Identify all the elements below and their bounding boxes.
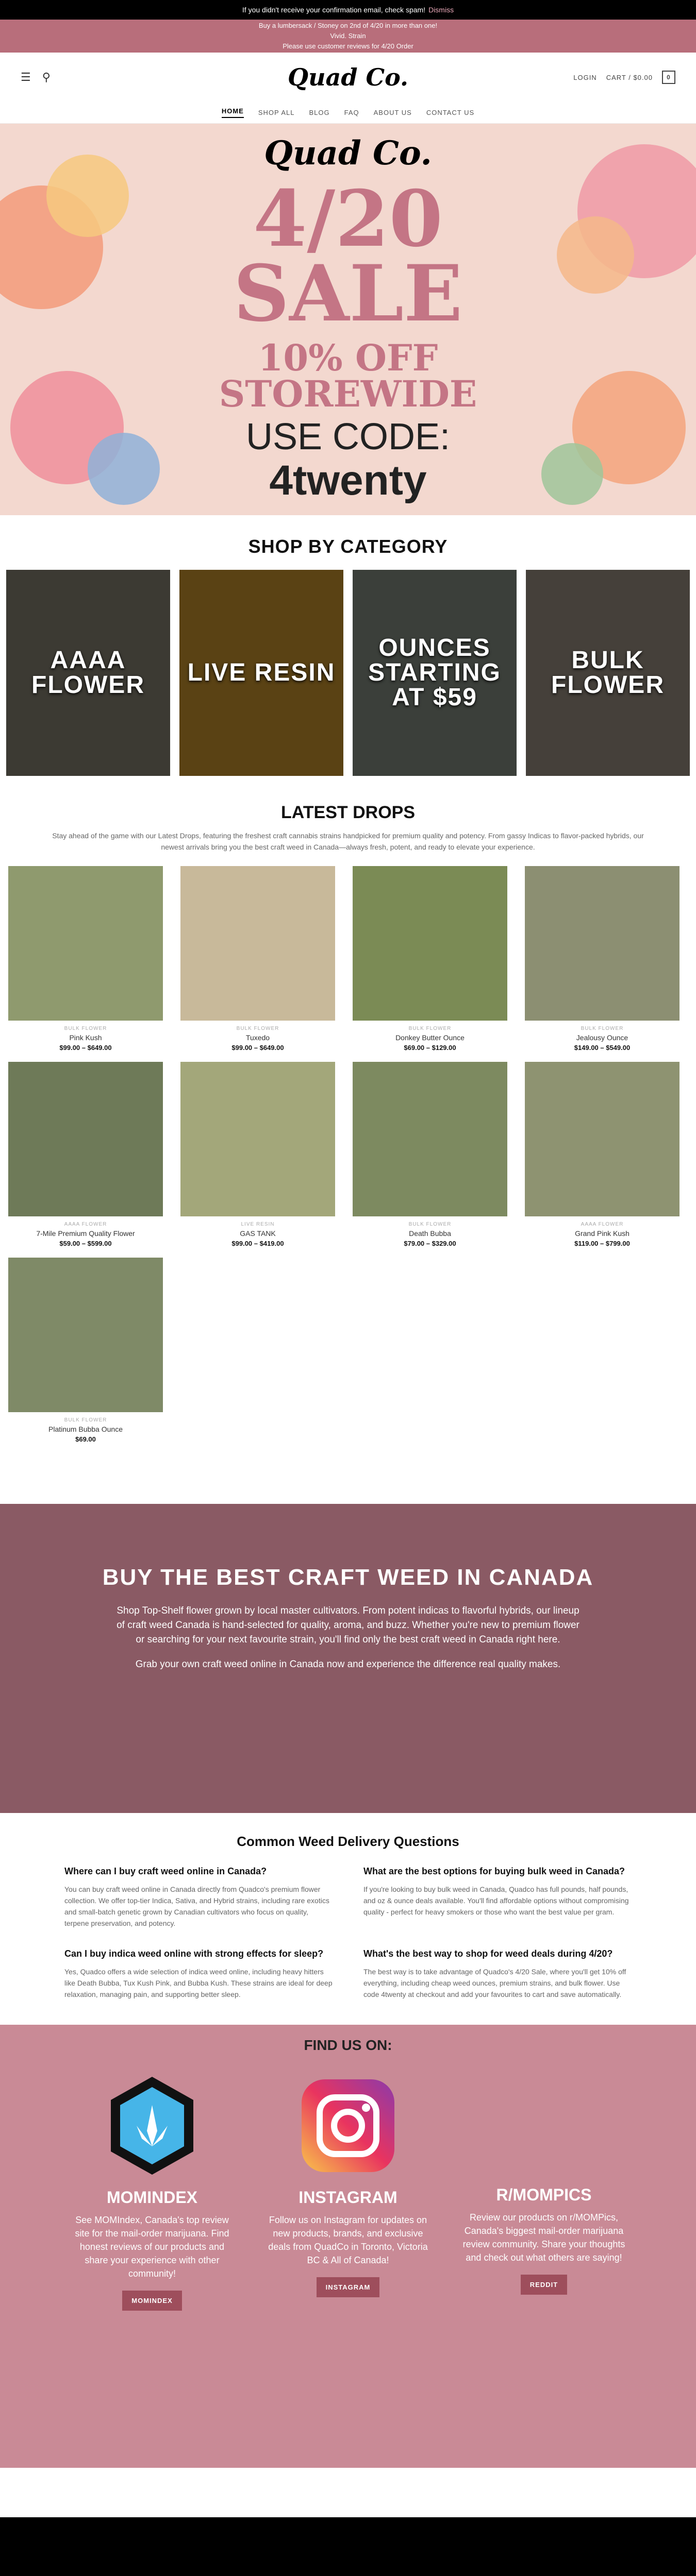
category-bulk-flower[interactable] (526, 570, 690, 776)
product-price: $79.00 – $329.00 (404, 1240, 456, 1247)
product-price: $119.00 – $799.00 (574, 1240, 630, 1247)
find-us-section (0, 2025, 696, 2468)
momindex-text: See MOMIndex, Canada's top review site for the mail-order marijuana. Find honest reviews of our products and share your experience with other community! (75, 2215, 229, 2279)
product-card[interactable] (353, 1062, 507, 1247)
product-price: $149.00 – $549.00 (574, 1044, 631, 1052)
topbar (0, 0, 696, 20)
faq-question: What's the best way to shop for weed deals during 4/20? (363, 1948, 613, 1959)
menu-icon[interactable]: ☰ (21, 71, 31, 83)
product-card[interactable] (8, 866, 163, 1052)
product-card[interactable] (180, 866, 335, 1052)
product-image[interactable] (353, 1062, 507, 1216)
main-nav (0, 102, 696, 124)
category-ounces[interactable] (353, 570, 517, 776)
find-us-heading: FIND US ON: (304, 2037, 392, 2053)
category-label: BULK FLOWER (551, 647, 665, 699)
instagram-button[interactable]: INSTAGRAM (317, 2277, 380, 2297)
product-price: $99.00 – $419.00 (231, 1240, 284, 1247)
product-name[interactable]: Pink Kush (69, 1033, 102, 1042)
faq-item (64, 1947, 333, 2000)
dismiss-link[interactable]: Dismiss (428, 6, 454, 14)
product-price: $59.00 – $599.00 (59, 1240, 112, 1247)
product-image[interactable] (525, 1062, 680, 1216)
nav-contact[interactable]: CONTACT US (426, 109, 475, 116)
site-logo[interactable]: Quad Co. (288, 63, 408, 91)
instagram-logo-icon[interactable] (296, 2074, 400, 2177)
latest-drops (0, 803, 696, 853)
craft-paragraph-1: Shop Top-Shelf flower grown by local master cultivators. From potent indicas to flavorful hybrids, our lineup of craft weed Canada is hand-selected for quality, aroma, and buzz. Whether you're new to premium flower or searching for your next favourite strain, you'll find only the best craft weed in Canada right here. (117, 1605, 579, 1645)
category-aaaa-flower[interactable] (6, 570, 170, 776)
faq-item (363, 1947, 632, 2000)
cart-link[interactable]: CART / $0.00 (606, 73, 653, 81)
product-category: AAAA FLOWER (581, 1222, 624, 1227)
faq-heading: Common Weed Delivery Questions (237, 1834, 459, 1849)
product-image[interactable] (180, 866, 335, 1021)
faq-answer: Yes, Quadco offers a wide selection of indica weed online, including heavy hitters like Death Bubba, Tux Kush Pink, and Bubba Kush. These strains are ideal for deep relaxation, managing pain, and supporting better sleep. (64, 1968, 333, 1998)
faq-question: What are the best options for buying bulk weed in Canada? (363, 1866, 625, 1876)
nav-shop-all[interactable]: SHOP ALL (258, 109, 295, 116)
reddit-text: Review our products on r/MOMPics, Canada's biggest mail-order marijuana review community. Share your thoughts and check out what others are saying! (462, 2212, 625, 2263)
product-image[interactable] (353, 866, 507, 1021)
latest-heading: LATEST DROPS (280, 803, 416, 822)
product-category: BULK FLOWER (581, 1026, 624, 1031)
shop-category-heading: SHOP BY CATEGORY (248, 536, 448, 557)
product-image[interactable] (180, 1062, 335, 1216)
momindex-button[interactable]: MOMINDEX (122, 2291, 182, 2311)
category-grid (0, 570, 696, 776)
product-image[interactable] (8, 1062, 163, 1216)
product-category: BULK FLOWER (408, 1026, 452, 1031)
promo-line-2: Vivid. Strain (330, 32, 366, 40)
faq-answer: If you're looking to buy bulk weed in Canada, Quadco has full pounds, half pounds, and oz & ounce deals available. You'll find affordable options without compromising quality - perfect for heavy smokers or those who want the best value per gram. (363, 1885, 629, 1916)
momindex-column (70, 2074, 235, 2311)
login-link[interactable]: LOGIN (573, 73, 597, 81)
nav-home[interactable]: HOME (222, 107, 244, 118)
momindex-title: MOMINDEX (107, 2188, 197, 2207)
product-price: $69.00 (75, 1435, 96, 1443)
hero-storewide: STOREWIDE (219, 372, 477, 415)
nav-about[interactable]: ABOUT US (373, 109, 412, 116)
product-name[interactable]: Platinum Bubba Ounce (48, 1425, 123, 1433)
product-category: BULK FLOWER (408, 1222, 452, 1227)
product-name[interactable]: Death Bubba (409, 1229, 451, 1238)
category-label: OUNCES STARTING AT $59 (368, 634, 501, 711)
product-grid (0, 866, 696, 1443)
header (0, 53, 696, 102)
instagram-column (266, 2074, 430, 2311)
product-name[interactable]: Tuxedo (245, 1033, 270, 1042)
category-label: AAAA FLOWER (31, 647, 145, 699)
topbar-text: If you didn't receive your confirmation email, check spam! (242, 6, 426, 14)
newsletter-section (0, 2517, 696, 2576)
latest-description: Stay ahead of the game with our Latest Drops, featuring the freshest craft cannabis strains handpicked for premium quality and potency. From gassy Indicas to flavor-packed hybrids, our newest arrivals bring you the best craft weed in Canada—always fresh, potent, and ready to elevate your experience. (52, 832, 644, 851)
nav-blog[interactable]: BLOG (309, 109, 330, 116)
nav-faq[interactable]: FAQ (344, 109, 359, 116)
hero-code: 4twenty (269, 457, 427, 504)
search-icon[interactable]: ⚲ (42, 71, 51, 83)
craft-heading: BUY THE BEST CRAFT WEED IN CANADA (102, 1565, 594, 1590)
product-image[interactable] (8, 866, 163, 1021)
hero-logo: Quad Co. (264, 134, 432, 173)
faq-item (64, 1865, 333, 1929)
promo-line-1: Buy a lumbersack / Stoney on 2nd of 4/20 in more than one! (258, 22, 438, 29)
category-live-resin[interactable] (179, 570, 343, 776)
product-card[interactable] (8, 1258, 163, 1443)
faq-answer: The best way is to take advantage of Quadco's 4/20 Sale, where you'll get 10% off everything, including cheap weed ounces, premium strains, and bulk flower. Use code 4twenty at checkout and add your favourites to cart and save automatically. (363, 1968, 626, 1998)
craft-weed-section (0, 1504, 696, 1813)
product-price: $99.00 – $649.00 (59, 1044, 112, 1052)
hero-discount: 10% OFF (258, 336, 438, 379)
product-card[interactable] (353, 866, 507, 1052)
product-name[interactable]: Donkey Butter Ounce (395, 1033, 465, 1042)
product-card[interactable] (525, 1062, 680, 1247)
promo-line-3: Please use customer reviews for 4/20 Order (283, 42, 413, 50)
instagram-title: INSTAGRAM (299, 2188, 397, 2207)
faq-question: Can I buy indica weed online with strong effects for sleep? (64, 1948, 324, 1959)
product-card[interactable] (180, 1062, 335, 1247)
hero-banner[interactable] (0, 124, 696, 515)
product-category: LIVE RESIN (241, 1222, 275, 1227)
product-price: $99.00 – $649.00 (231, 1044, 284, 1052)
product-image[interactable] (525, 866, 680, 1021)
hero-use-code: USE CODE: (245, 416, 451, 457)
faq-grid (0, 1865, 696, 2000)
product-name[interactable]: 7-Mile Premium Quality Flower (36, 1229, 135, 1238)
product-price: $69.00 – $129.00 (404, 1044, 456, 1052)
product-name[interactable]: Jealousy Ounce (576, 1033, 628, 1042)
momindex-logo-icon[interactable] (106, 2074, 198, 2177)
product-card[interactable] (525, 866, 680, 1052)
hero-sale: SALE (233, 248, 463, 339)
hero-date: 4/20 (253, 174, 443, 264)
instagram-text: Follow us on Instagram for updates on new products, brands, and exclusive deals from QuadCo in Toronto, Victoria BC & All of Canada! (268, 2215, 428, 2265)
product-card[interactable] (8, 1062, 163, 1247)
product-image[interactable] (8, 1258, 163, 1412)
faq-answer: You can buy craft weed online in Canada directly from Quadco's premium flower collection. We offer top-tier Indica, Sativa, and Hybrid strains, including rare exotics and small-batch genetic grown by Canadian cultivators who focus on quality, terpene preservation, and potency. (64, 1885, 329, 1927)
product-category: BULK FLOWER (236, 1026, 279, 1031)
promo-bar (0, 20, 696, 53)
faq-question: Where can I buy craft weed online in Canada? (64, 1866, 267, 1876)
reddit-logo-icon[interactable] (461, 2074, 626, 2177)
product-name[interactable]: GAS TANK (240, 1229, 276, 1238)
faq-item (363, 1865, 632, 1929)
category-label: LIVE RESIN (187, 659, 336, 686)
product-category: AAAA FLOWER (64, 1222, 107, 1227)
reddit-column (461, 2074, 626, 2311)
craft-paragraph-2: Grab your own craft weed online in Canada now and experience the difference real quality makes. (135, 1659, 561, 1670)
product-category: BULK FLOWER (64, 1026, 107, 1031)
reddit-button[interactable]: REDDIT (521, 2275, 567, 2295)
product-category: BULK FLOWER (64, 1417, 107, 1423)
product-name[interactable]: Grand Pink Kush (575, 1229, 629, 1238)
reddit-title: R/MOMPICS (496, 2185, 592, 2204)
cart-count-icon[interactable]: 0 (662, 71, 675, 84)
